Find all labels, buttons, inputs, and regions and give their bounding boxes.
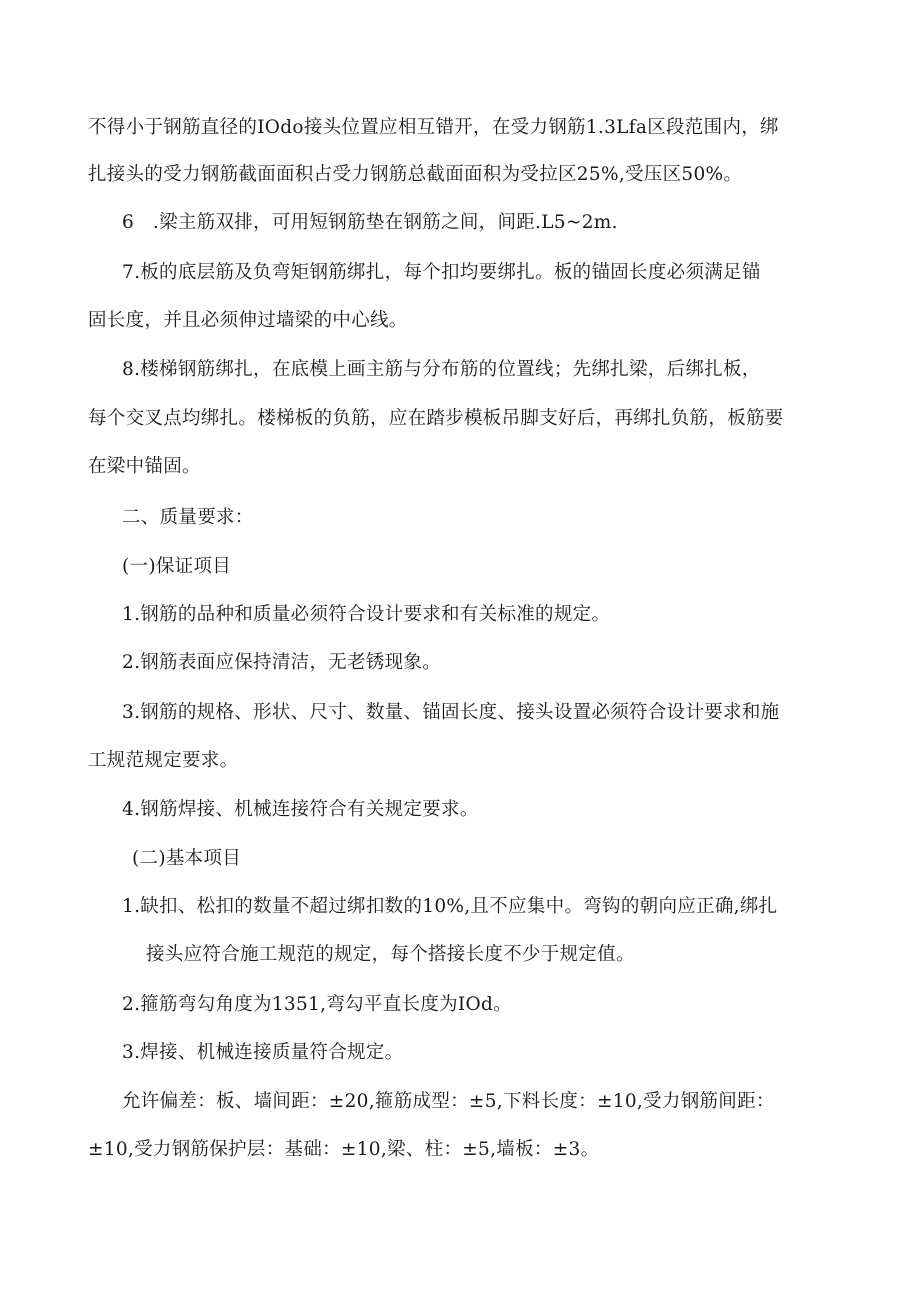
text-line-tolerance: 允许偏差：板、墙间距：±20,箍筋成型：±5,下料长度：±10,受力钢筋间距： [122, 1091, 775, 1112]
list-item-8: 8.楼梯钢筋绑扎，在底模上画主筋与分布筋的位置线；先绑扎梁，后绑扎板， [122, 359, 761, 380]
text-line: 在梁中锚固。 [88, 456, 201, 477]
list-item-2: 2.箍筋弯勾角度为1351,弯勾平直长度为IOd。 [122, 994, 512, 1015]
text-line: 工规范规定要求。 [88, 750, 239, 771]
list-item-3: 3.焊接、机械连接质量符合规定。 [122, 1042, 404, 1063]
list-item-3: 3.钢筋的规格、形状、尺寸、数量、锚固长度、接头设置必须符合设计要求和施 [122, 702, 780, 723]
subsection-heading-basic: (二)基本项目 [132, 848, 242, 869]
list-item-7: 7.板的底层筋及负弯矩钢筋绑扎，每个扣均要绑扎。板的锚固长度必须满足锚 [122, 262, 761, 283]
list-item-2: 2.钢筋表面应保持清洁，无老锈现象。 [122, 652, 442, 673]
list-item-4: 4.钢筋焊接、机械连接符合有关规定要求。 [122, 799, 479, 820]
text-line: 接头应符合施工规范的规定，每个搭接长度不少于规定值。 [146, 944, 635, 965]
text-line: 扎接头的受力钢筋截面面积占受力钢筋总截面面积为受拉区25%,受压区50%。 [88, 164, 743, 185]
list-item-6: 6 .梁主筋双排，可用短钢筋垫在钢筋之间，间距.L5~2m. [122, 212, 618, 233]
text-line: 不得小于钢筋直径的IOdo接头位置应相互错开，在受力钢筋1.3Lfa区段范围内，绑 [88, 117, 779, 138]
list-item-1: 1.缺扣、松扣的数量不超过绑扣数的10%,且不应集中。弯钩的朝向应正确,绑扎 [122, 896, 778, 917]
subsection-heading-guarantee: (一)保证项目 [122, 556, 232, 577]
text-line: ±10,受力钢筋保护层：基础：±10,梁、柱：±5,墙板：±3。 [88, 1139, 600, 1160]
section-heading-quality: 二、质量要求： [122, 507, 254, 528]
text-line: 固长度，并且必须伸过墙梁的中心线。 [88, 310, 408, 331]
list-item-1: 1.钢筋的品种和质量必须符合设计要求和有关标准的规定。 [122, 604, 611, 625]
text-line: 每个交叉点均绑扎。楼梯板的负筋，应在踏步模板吊脚支好后，再绑扎负筋，板筋要 [88, 408, 784, 429]
